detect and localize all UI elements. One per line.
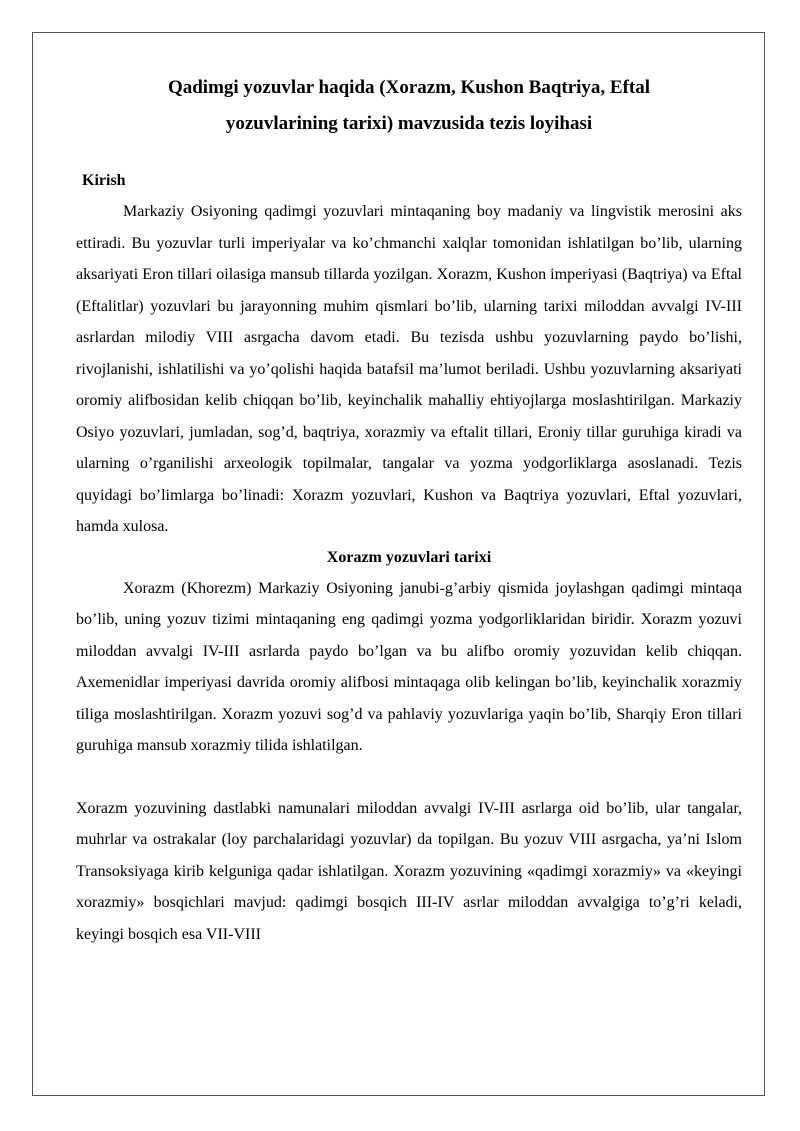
- paragraph-spacer: [76, 762, 742, 793]
- section-heading-intro: Kirish: [82, 172, 126, 189]
- document-body: [76, 70, 742, 950]
- xorazm-paragraph-2: Xorazm yozuvining dastlabki namunalari miloddan avvalgi IV-III asrlarga oid bo’lib, ular tangalar, muhrlar va ostrakalar (loy parchalaridagi yozuvlar) da topilgan. Bu yozuv VIII asrgacha, ya’ni Islom Transoksiyaga kirib kelguniga qadar ishlatilgan. Xorazm yozuvining «qadimgi xorazmiy» va «keyingi xorazmiy» bosqichlari mavjud: qadimgi bosqich III-IV asrlar miloddan avvalgiga to’g’ri keladi, keyingi bosqich esa VII-VIII: [76, 799, 742, 943]
- document-title: Qadimgi yozuvlar haqida (Xorazm, Kushon Baqtriya, Eftal yozuvlarining tarixi) mavzusida tezis loyihasi: [167, 77, 651, 134]
- xorazm-paragraph-1: Xorazm (Khorezm) Markaziy Osiyoning janubi-g’arbiy qismida joylashgan qadimgi mintaqa bo’lib, uning yozuv tizimi mintaqaning eng qadimgi yozma yodgorliklaridan biridir. Xorazm yozuvi miloddan avvalgi IV-III asrlarda paydo bo’lgan va bu alifbo oromiy yozuvidan kelib chiqqan. Axemenidlar imperiyasi davrida oromiy alifbosi mintaqaga olib kelingan bo’lib, keyinchalik xorazmiy tiliga moslashtirilgan. Xorazm yozuvi sog’d va pahlaviy yozuvlariga yaqin bo’lib, Sharqiy Eron tillari guruhiga mansub xorazmiy tilida ishlatilgan.: [76, 579, 742, 754]
- intro-paragraph: Markaziy Osiyoning qadimgi yozuvlari mintaqaning boy madaniy va lingvistik merosini aks ettiradi. Bu yozuvlar turli imperiyalar va ko’chmanchi xalqlar tomonidan ishlatilgan bo’lib, ularning aksariyati Eron tillari oilasiga mansub tillarda yozilgan. Xorazm, Kushon imperiyasi (Baqtriya) va Eftal (Eftalitlar) yozuvlari bu jarayonning muhim qismlari bo’lib, ularning tarixi miloddan avvalgi IV-III asrlardan milodiy VIII asrgacha davom etadi. Bu tezisda ushbu yozuvlarning paydo bo’lishi, rivojlanishi, ishlatilishi va yo’qolishi haqida batafsil ma’lumot beriladi. Ushbu yozuvlarning aksariyati oromiy alifbosidan kelib chiqqan bo’lib, keyinchalik mahalliy ehtiyojlarga moslashtirilgan. Markaziy Osiyo yozuvlari, jumladan, sog’d, baqtriya, xorazmiy va eftalit tillari, Eroniy tillar guruhiga kiradi va ularning o’rganilishi arxeologik topilmalar, tangalar va yozma yodgorliklarga asoslanadi. Tezis quyidagi bo’limlarga bo’linadi: Xorazm yozuvlari, Kushon va Baqtriya yozuvlari, Eftal yozuvlari, hamda xulosa.: [76, 203, 742, 535]
- section-heading-xorazm: Xorazm yozuvlari tarixi: [326, 548, 492, 566]
